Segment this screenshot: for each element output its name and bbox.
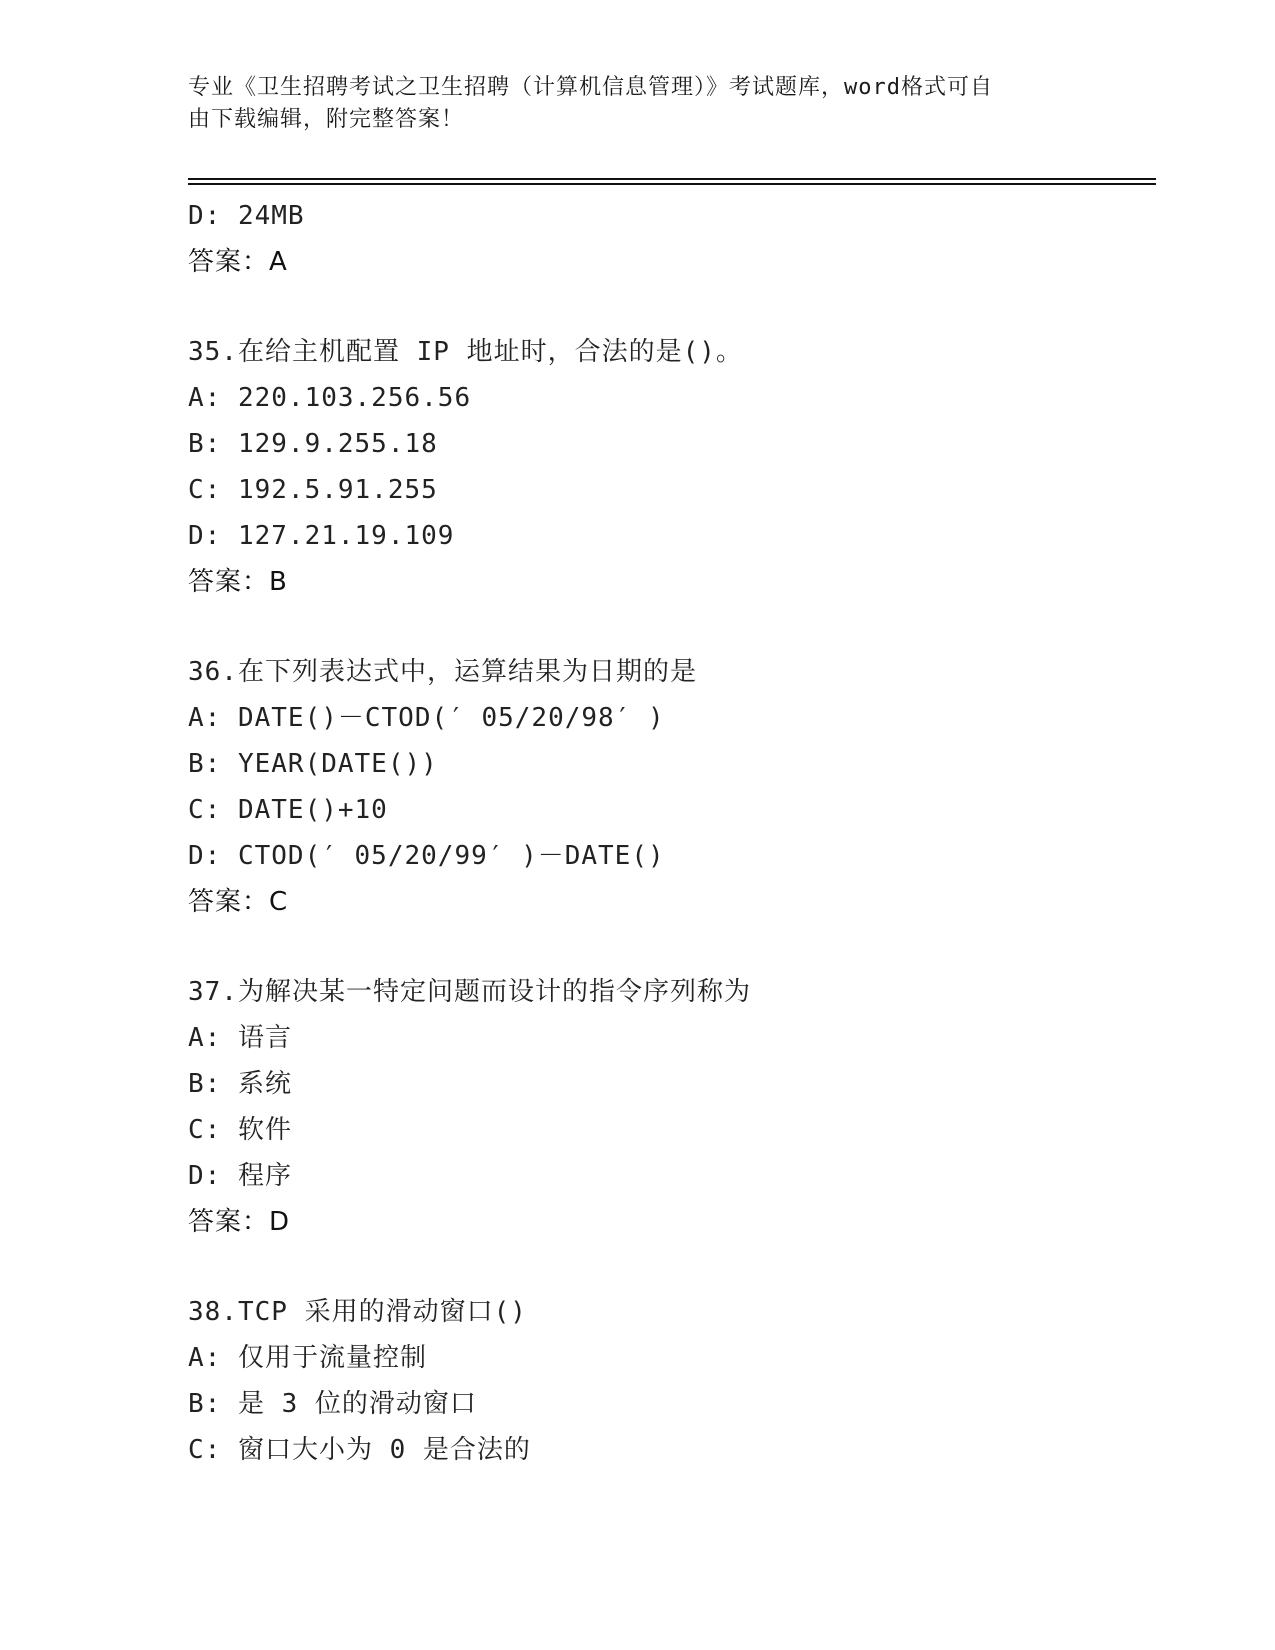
- question-list: [188, 193, 1148, 1473]
- option-b: B: 系统: [188, 1069, 292, 1099]
- document-header: [188, 72, 1068, 136]
- question-36: [188, 649, 1148, 925]
- option-c: C: 软件: [188, 1115, 292, 1145]
- header-divider-bottom: [188, 183, 1156, 185]
- option-c: C: 窗口大小为 0 是合法的: [188, 1435, 531, 1465]
- question-38: [188, 1289, 1148, 1473]
- header-line-1: 专业《卫生招聘考试之卫生招聘（计算机信息管理）》考试题库，word格式可自: [188, 75, 993, 100]
- answer: 答案：C: [188, 887, 289, 917]
- option-b: B: 是 3 位的滑动窗口: [188, 1389, 477, 1419]
- option-a: A: DATE()－CTOD(′ 05/20/98′ ): [188, 703, 665, 733]
- option-c: C: DATE()+10: [188, 795, 388, 825]
- question-stem: 38.TCP 采用的滑动窗口(): [188, 1297, 527, 1327]
- question-stem: 36.在下列表达式中，运算结果为日期的是: [188, 657, 697, 687]
- option-a: A: 220.103.256.56: [188, 383, 472, 413]
- prev-answer: 答案：A: [188, 247, 288, 277]
- option-a: A: 仅用于流量控制: [188, 1343, 427, 1373]
- question-stem: 35.在给主机配置 IP 地址时，合法的是()。: [188, 337, 743, 367]
- option-a: A: 语言: [188, 1023, 292, 1053]
- header-divider-top: [188, 178, 1156, 180]
- option-d: D: 程序: [188, 1161, 292, 1191]
- answer: 答案：B: [188, 567, 288, 597]
- question-35: [188, 329, 1148, 605]
- option-d: D: CTOD(′ 05/20/99′ )－DATE(): [188, 841, 665, 871]
- answer: 答案：D: [188, 1207, 291, 1237]
- prev-option-d: D: 24MB: [188, 201, 305, 231]
- header-line-2: 由下载编辑，附完整答案！: [188, 107, 465, 132]
- option-b: B: 129.9.255.18: [188, 429, 438, 459]
- option-c: C: 192.5.91.255: [188, 475, 438, 505]
- question-stem: 37.为解决某一特定问题而设计的指令序列称为: [188, 977, 751, 1007]
- option-b: B: YEAR(DATE()): [188, 749, 438, 779]
- question-37: [188, 969, 1148, 1245]
- option-d: D: 127.21.19.109: [188, 521, 455, 551]
